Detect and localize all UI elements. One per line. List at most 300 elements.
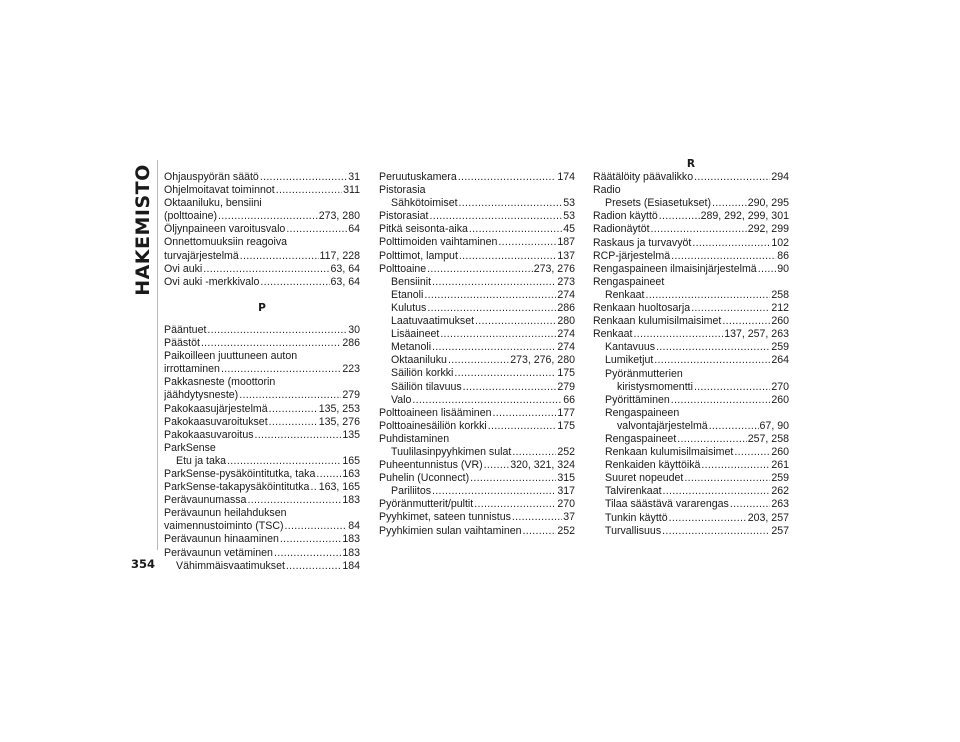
dot-leader [316,468,341,481]
dot-leader [240,250,319,263]
dot-leader [694,171,770,184]
index-entry-term: kiristysmomentti [617,380,693,393]
index-entry-term: ParkSense-pysäköintitutka, taka [164,467,316,480]
dot-leader [310,481,317,494]
index-entry [379,197,575,210]
index-entry-term: Turvallisuus [605,524,662,537]
index-entry-pages: 260 [771,315,789,328]
index-entry [593,512,789,525]
index-entry-pages: 84 [348,520,360,533]
index-entry-pages: 261 [771,459,789,472]
index-entry-pages: 294 [771,171,789,184]
index-entry-term: Rengaspaineet [605,432,677,445]
dot-leader [475,315,556,328]
index-entry-pages: 270 [557,498,575,511]
index-entry-pages: 252 [557,524,575,537]
dot-leader [429,210,562,223]
index-entry-pages: 163 [342,467,360,480]
index-entry-term: Metanoli [391,341,432,354]
index-entry-term: Ovi auki -merkkivalo [164,275,260,288]
dot-leader [280,533,341,546]
index-entry-term: Renkaan kulumisilmaisimet [593,315,722,328]
index-letter-heading: R [686,158,696,170]
dot-leader [651,223,747,236]
index-entry-pages: 66 [563,393,575,406]
index-entry-term: Öljynpaineen varoitusvalo [164,223,286,236]
dot-leader [758,263,777,276]
index-entry-term: Rengaspaineen ilmaisinjärjestelmä [593,262,757,275]
index-entry-term: Renkaan kulumisilmaisimet [605,446,734,459]
index-entry [593,263,789,276]
index-entry-term: Bensiinit [391,275,432,288]
index-entry-term: Säiliön tilavuus [391,380,462,393]
dot-leader [269,403,318,416]
index-entry [164,455,360,468]
index-entry-term: Renkaan huoltosarja [593,302,691,315]
index-entry-term: Renkaiden käyttöikä [605,459,701,472]
index-entry [593,485,789,498]
dot-leader [498,236,556,249]
dot-leader [218,210,318,223]
index-entry-term: Paikoilleen juuttuneen auton [164,350,298,363]
index-entry-term: Polttimot, lamput [379,249,458,262]
dot-leader [669,512,747,525]
index-entry-term: (polttoaine) [164,210,217,223]
index-entry [593,407,789,420]
index-entry-term: Vähimmäisvaatimukset [176,559,285,572]
index-column-1 [164,171,360,573]
index-entry-pages: 137 [557,249,575,262]
index-entry [593,302,789,315]
index-entry-pages: 212 [771,302,789,315]
dot-leader [662,525,770,538]
dot-leader [285,520,348,533]
index-entry-term: Puheentunnistus (VR) [379,459,483,472]
index-entry [164,363,360,376]
dot-leader [207,324,347,337]
dot-leader [677,433,746,446]
index-entry [593,446,789,459]
index-entry [593,433,789,446]
index-entry [379,276,575,289]
index-entry [379,459,575,472]
dot-leader [459,250,556,263]
index-entry-term: Ohjauspyörän säätö [164,171,259,183]
index-entry-term: Rengaspaineen [605,406,680,419]
index-entry [593,420,789,433]
index-entry [593,197,789,210]
index-entry-term: jäähdytysneste) [164,389,239,402]
index-entry-pages: 273 [557,275,575,288]
index-entry-term: Radionäytöt [593,223,650,236]
dot-leader [459,197,563,210]
index-entry [164,250,360,263]
index-entry-term: Oktaaniluku [391,354,447,367]
index-entry [164,210,360,223]
index-entry-pages: 289, 292, 299, 301 [700,210,789,223]
index-entry [164,223,360,236]
section-title-text: HAKEMISTO [132,164,154,296]
index-entry-pages: 183 [342,533,360,546]
dot-leader [269,416,318,429]
index-entry-pages: 223 [342,363,360,376]
index-entry-term: Päästöt [164,337,200,350]
dot-leader [463,381,557,394]
index-entry-term: Räätälöity päävalikko [593,171,694,184]
index-entry [379,354,575,367]
index-entry [593,381,789,394]
dot-leader [454,367,556,380]
dot-leader [286,223,347,236]
index-entry [164,416,360,429]
index-entry-term: RCP-järjestelmä [593,249,671,262]
index-entry-term: Polttoainesäiliön korkki [379,419,487,432]
index-entry-pages: 163, 165 [318,481,360,494]
index-entry-term: Suuret nopeudet [605,472,684,485]
dot-leader [645,289,770,302]
dot-leader [239,389,341,402]
dot-leader [412,394,562,407]
index-entry-pages: 279 [557,380,575,393]
index-entry-term: Raskaus ja turvavyöt [593,236,692,249]
dot-leader [247,494,341,507]
index-entry [379,511,575,524]
index-entry-pages: 264 [771,354,789,367]
dot-leader [656,341,770,354]
page-number: 354 [131,557,156,571]
dot-leader [671,394,771,407]
index-entry-pages: 37 [563,511,575,524]
dot-leader [427,302,556,315]
index-entry-pages: 135 [342,428,360,441]
index-entry-term: Perävaunun vetäminen [164,546,273,559]
index-entry-term: Säiliön korkki [391,367,454,380]
dot-leader [709,420,759,433]
dot-leader [488,420,557,433]
dot-leader [671,250,776,263]
index-entry-term: Perävaunun heilahduksen [164,507,287,520]
dot-leader [424,289,556,302]
index-entry-pages: 135, 253 [318,402,360,415]
index-entry-pages: 259 [771,472,789,485]
index-entry [164,350,360,363]
index-entry-pages: 183 [342,546,360,559]
dot-leader [260,171,347,184]
dot-leader [203,263,329,276]
index-entry [379,407,575,420]
index-entry [164,468,360,481]
index-entry [593,341,789,354]
dot-leader [440,328,556,341]
index-entry-term: Tunkin käyttö [605,511,668,524]
index-entry-pages: 165 [342,454,360,467]
dot-leader [712,197,747,210]
index-entry [379,341,575,354]
index-entry [593,171,789,184]
index-entry-term: Pyörittäminen [605,393,670,406]
section-title [131,160,155,300]
index-entry-term: Pyyhkimien sulan vaihtaminen [379,524,522,537]
dot-leader [458,171,557,184]
index-entry [379,525,575,538]
index-entry-term: Laatuvaatimukset [391,315,475,328]
index-entry-pages: 292, 299 [747,223,789,236]
index-entry-pages: 273, 276, 280 [510,354,575,367]
index-entry-pages: 270 [771,380,789,393]
index-entry [593,276,789,289]
index-entry [379,420,575,433]
index-entry [379,394,575,407]
dot-leader [654,354,770,367]
index-entry [164,184,360,197]
index-entry [379,302,575,315]
index-entry-pages: 286 [557,301,575,314]
index-entry-pages: 53 [563,197,575,210]
dot-leader [523,525,557,538]
index-entry-pages: 317 [557,485,575,498]
index-entry [164,324,360,337]
index-entry [164,376,360,389]
index-entry-term: Pistorasiat [379,210,429,223]
index-entry [379,263,575,276]
dot-leader [633,328,723,341]
index-entry-term: ParkSense [164,441,216,454]
dot-leader [701,459,770,472]
dot-leader [722,315,770,328]
index-entry-term: irrottaminen [164,363,220,376]
index-entry [593,289,789,302]
index-entry-term: Ovi auki [164,262,203,275]
dot-leader [432,341,556,354]
index-entry-term: Radion käyttö [593,210,658,223]
index-entry [379,485,575,498]
index-entry [379,381,575,394]
index-entry-pages: 174 [557,171,575,183]
index-entry [593,328,789,341]
dot-leader [469,223,562,236]
index-entry [164,494,360,507]
dot-leader [448,354,509,367]
vertical-divider [157,160,158,550]
dot-leader [201,337,341,350]
index-entry-term: Kantavuus [605,341,656,354]
index-entry-term: vaimennustoiminto (TSC) [164,520,284,533]
index-entry [164,197,360,210]
index-entry-pages: 31 [348,171,360,183]
index-entry [593,354,789,367]
index-entry-pages: 137, 257, 263 [724,328,789,341]
index-entry-term: Polttoaine [379,262,427,275]
dot-leader [659,210,700,223]
index-entry-term: ParkSense-takapysäköintitutka [164,481,310,494]
index-entry-pages: 63, 64 [330,262,360,275]
index-entry [593,498,789,511]
dot-leader [432,276,556,289]
index-entry-pages: 257 [771,524,789,537]
index-entry [379,236,575,249]
index-entry-pages: 252 [557,445,575,458]
index-entry-term: Etu ja taka [176,454,227,467]
index-entry-term: turvajärjestelmä [164,249,239,262]
index-entry-pages: 177 [557,406,575,419]
index-entry-term: Pakokaasuvaroitukset [164,415,268,428]
index-entry-term: Polttoaineen lisääminen [379,406,492,419]
index-entry [164,442,360,455]
index-entry [164,276,360,289]
index-entry-term: Lumiketjut [605,354,654,367]
dot-leader [432,485,556,498]
index-entry [164,389,360,402]
index-entry-term: Renkaat [593,328,633,341]
index-entry [593,223,789,236]
index-entry-term: Pakokaasuvaroitus [164,428,254,441]
index-entry-pages: 263 [771,498,789,511]
index-entry-pages: 280 [557,315,575,328]
index-entry-pages: 260 [771,393,789,406]
index-entry [379,472,575,485]
index-entry-term: Lisäaineet [391,328,440,341]
index-entry [379,315,575,328]
dot-leader [227,455,341,468]
index-entry-pages: 63, 64 [330,275,360,288]
index-entry [593,472,789,485]
index-entry-term: Pyyhkimet, sateen tunnistus [379,511,511,524]
index-entry-term: Puhdistaminen [379,432,450,445]
index-entry-pages: 45 [563,223,575,236]
index-entry-pages: 274 [557,328,575,341]
index-entry-pages: 203, 257 [747,511,789,524]
index-entry-term: Renkaat [605,288,645,301]
index-column-2 [379,171,575,538]
dot-leader [493,407,557,420]
dot-leader [474,498,556,511]
dot-leader [221,363,341,376]
dot-leader [470,472,556,485]
index-entry-pages: 274 [557,288,575,301]
index-entry [593,184,789,197]
index-entry-pages: 260 [771,446,789,459]
index-entry-term: Tilaa säästävä vararengas [605,498,729,511]
dot-leader [427,263,533,276]
index-entry-pages: 262 [771,485,789,498]
index-entry-pages: 64 [348,223,360,236]
index-entry-term: Pyöränmutterit/pultit [379,498,474,511]
index-entry-term: Oktaaniluku, bensiini [164,197,262,210]
index-entry-term: Pakokaasujärjestelmä [164,402,268,415]
index-entry [379,223,575,236]
index-entry [593,525,789,538]
index-entry-term: Pariliitos [391,485,432,498]
index-entry [379,184,575,197]
index-entry-pages: 273, 280 [318,210,360,223]
index-entry [593,315,789,328]
index-entry-pages: 30 [348,323,360,336]
index-entry [379,367,575,380]
index-entry-term: Peruutuskamera [379,171,457,183]
index-entry-term: Rengaspaineet [593,275,665,288]
dot-leader [684,472,770,485]
index-entry-term: Pitkä seisonta-aika [379,223,468,236]
index-entry-term: Sähkötoimiset [391,197,458,210]
index-entry-term: Kulutus [391,301,427,314]
index-entry-pages: 67, 90 [759,419,789,432]
index-entry-pages: 184 [342,559,360,572]
index-entry-term: Ohjelmoitavat toiminnot [164,184,275,197]
dot-leader [692,237,770,250]
index-entry-term: Talvirenkaat [605,485,662,498]
dot-leader [276,184,342,197]
index-entry-term: Perävaunun hinaaminen [164,533,279,546]
index-entry-term: Pakkasneste (moottorin [164,376,276,389]
index-entry [593,250,789,263]
index-entry-pages: 258 [771,288,789,301]
index-entry-pages: 279 [342,389,360,402]
index-entry [593,237,789,250]
index-entry [164,533,360,546]
index-entry-pages: 175 [557,367,575,380]
index-entry [379,446,575,459]
index-entry-term: Radio [593,184,621,197]
index-entry [164,403,360,416]
index-entry-pages: 290, 295 [747,197,789,210]
index-entry [379,210,575,223]
dot-leader [512,446,556,459]
index-entry-pages: 257, 258 [747,432,789,445]
index-entry-term: Polttimoiden vaihtaminen [379,236,498,249]
dot-leader [286,560,341,573]
index-entry-pages: 117, 228 [319,249,360,262]
index-entry [164,547,360,560]
index-entry-term: Onnettomuuksiin reagoiva [164,236,288,249]
index-entry [379,433,575,446]
index-entry-term: Presets (Esiasetukset) [605,197,711,210]
index-entry-term: Pääntuet [164,323,207,336]
index-entry [593,459,789,472]
index-entry-pages: 286 [342,337,360,350]
index-entry [164,481,360,494]
index-entry [164,337,360,350]
index-entry [379,250,575,263]
index-entry [164,429,360,442]
index-entry [164,520,360,533]
index-column-3 [593,158,789,538]
dot-leader [663,485,771,498]
index-entry-pages: 183 [342,494,360,507]
index-entry [164,263,360,276]
index-entry-term: Perävaunumassa [164,494,247,507]
index-entry [164,171,360,184]
index-entry-pages: 53 [563,210,575,223]
index-entry-term: Tuulilasinpyyhkimen sulat [391,445,512,458]
index-entry [593,368,789,381]
index-entry [379,289,575,302]
index-entry-pages: 102 [771,236,789,249]
index-entry-pages: 320, 321, 324 [510,459,575,472]
index-entry [379,328,575,341]
index-entry-pages: 274 [557,341,575,354]
dot-leader [691,302,770,315]
index-entry-term: Puhelin (Uconnect) [379,472,470,485]
index-entry-pages: 135, 276 [318,415,360,428]
index-entry-term: Valo [391,393,412,406]
index-entry [379,171,575,184]
index-entry-pages: 187 [557,236,575,249]
dot-leader [484,459,510,472]
index-entry-term: Etanoli [391,288,424,301]
index-entry [593,394,789,407]
index-entry-pages: 86 [777,249,789,262]
dot-leader [512,511,562,524]
